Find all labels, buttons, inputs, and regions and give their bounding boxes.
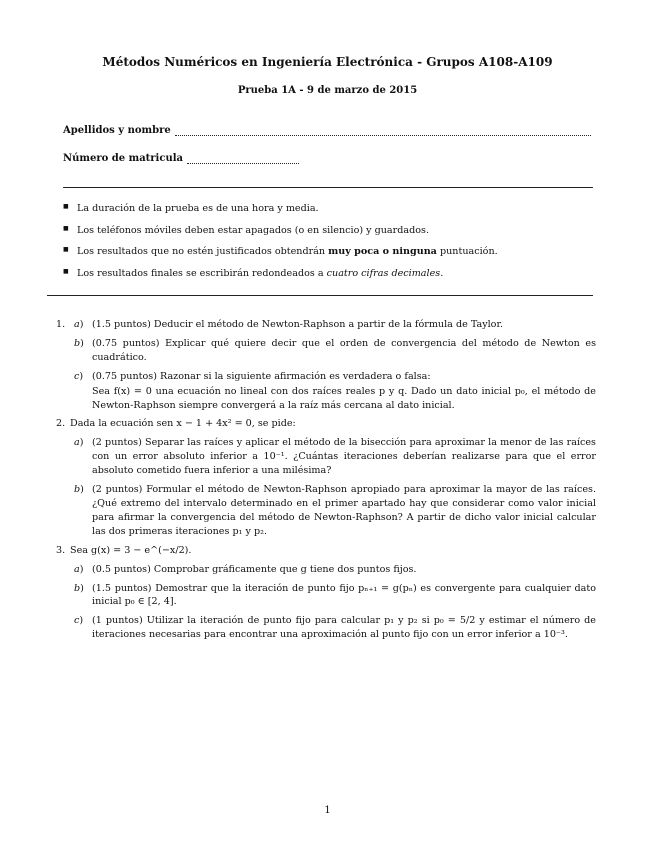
instructions-list (63, 202, 603, 288)
enrollment-field (63, 152, 593, 167)
name-dotted-line (175, 124, 591, 136)
instruction-item: ■ Los teléfonos móviles deben estar apagados (o en silencio) y guardados. (63, 224, 603, 246)
question-2-stem: Dada la ecuación sen x − 1 + 4x² = 0, se pide: (70, 418, 296, 430)
question-1 (56, 318, 596, 412)
question-3 (56, 544, 596, 642)
exam-title: Métodos Numéricos en Ingeniería Electrónica - Grupos A108-A109 (102, 55, 553, 69)
question-number: 1. (56, 319, 66, 330)
question-3-part-c: c) (1 puntos) Utilizar la iteración de punto fijo para calcular p₁ y p₂ si p₀ = 5/2 y estimar el número de iteraciones necesarias para encontrar una aproximación al punto fijo con un error inferior a 10⁻³. (74, 615, 596, 641)
question-3-part-a: a) (0.5 puntos) Comprobar gráficamente que g tiene dos puntos fijos. (74, 563, 417, 575)
instruction-item: ■ Los resultados que no estén justificados obtendrán muy poca o ninguna puntuación. (63, 245, 603, 267)
question-2-part-b: b) (2 puntos) Formular el método de Newton-Raphson apropiado para aproximar la mayor de las raíces. ¿Qué extremo del intervalo determinado en el primer apartado hay que considerar como valor inicial para afirmar la convergencia del método de Newton-Raphson? A partir de dicho valor inicial calcular las dos primeras iteraciones p₁ y p₂. (74, 484, 596, 537)
question-1-part-c: c) (0.75 puntos) Razonar si la siguiente afirmación es verdadera o falsa: Sea f(x) = 0 una ecuación no lineal con dos raíces reales p y q. Dado un dato inicial p₀, el método de Newton-Raphson siempre convergerá a la raíz más cercana al dato inicial. (74, 370, 596, 411)
enrollment-dotted-line (187, 152, 299, 164)
instruction-item: ■ Los resultados finales se escribirán redondeados a cuatro cifras decimales. (63, 267, 603, 289)
question-number: 3. (56, 544, 66, 556)
header-divider (63, 187, 593, 188)
question-2 (56, 417, 596, 538)
question-1-statement: Sea f(x) = 0 una ecuación no lineal con dos raíces reales p y q. Dado un dato inicial p₀, el método de Newton-Raphson siempre convergerá a la raíz más cercana al dato inicial. (92, 385, 596, 411)
question-2-part-a: a) (2 puntos) Separar las raíces y aplicar el método de la bisección para aproximar la menor de las raíces con un error absoluto inferior a 10⁻¹. ¿Cuántas iteraciones deberían realizarse para que el error absoluto cometido fuera inferior a una milésima? (74, 437, 596, 477)
question-1-part-b: b) (0.75 puntos) Explicar qué quiere decir que el orden de convergencia del método de Newton es cuadrático. (74, 337, 596, 363)
question-3-part-b: b) (1.5 puntos) Demostrar que la iteración de punto fijo pₙ₊₁ = g(pₙ) es convergente para cualquier dato inicial p₀ ∈ [2, 4]. (74, 582, 596, 608)
question-1-part-a: a) (1.5 puntos) Deducir el método de Newton-Raphson a partir de la fórmula de Taylor. (74, 319, 504, 330)
question-3-stem: Sea g(x) = 3 − e^(−x/2). (70, 544, 192, 556)
instruction-item: ■ La duración de la prueba es de una hora y media. (63, 202, 603, 224)
name-label: Apellidos y nombre (63, 125, 171, 136)
instructions-divider (47, 295, 593, 296)
name-field (63, 124, 593, 139)
question-number: 2. (56, 418, 66, 430)
exam-subtitle: Prueba 1A - 9 de marzo de 2015 (237, 85, 418, 96)
page-number: 1 (324, 805, 331, 816)
enrollment-label: Número de matricula (63, 153, 183, 164)
questions-section (56, 318, 596, 647)
